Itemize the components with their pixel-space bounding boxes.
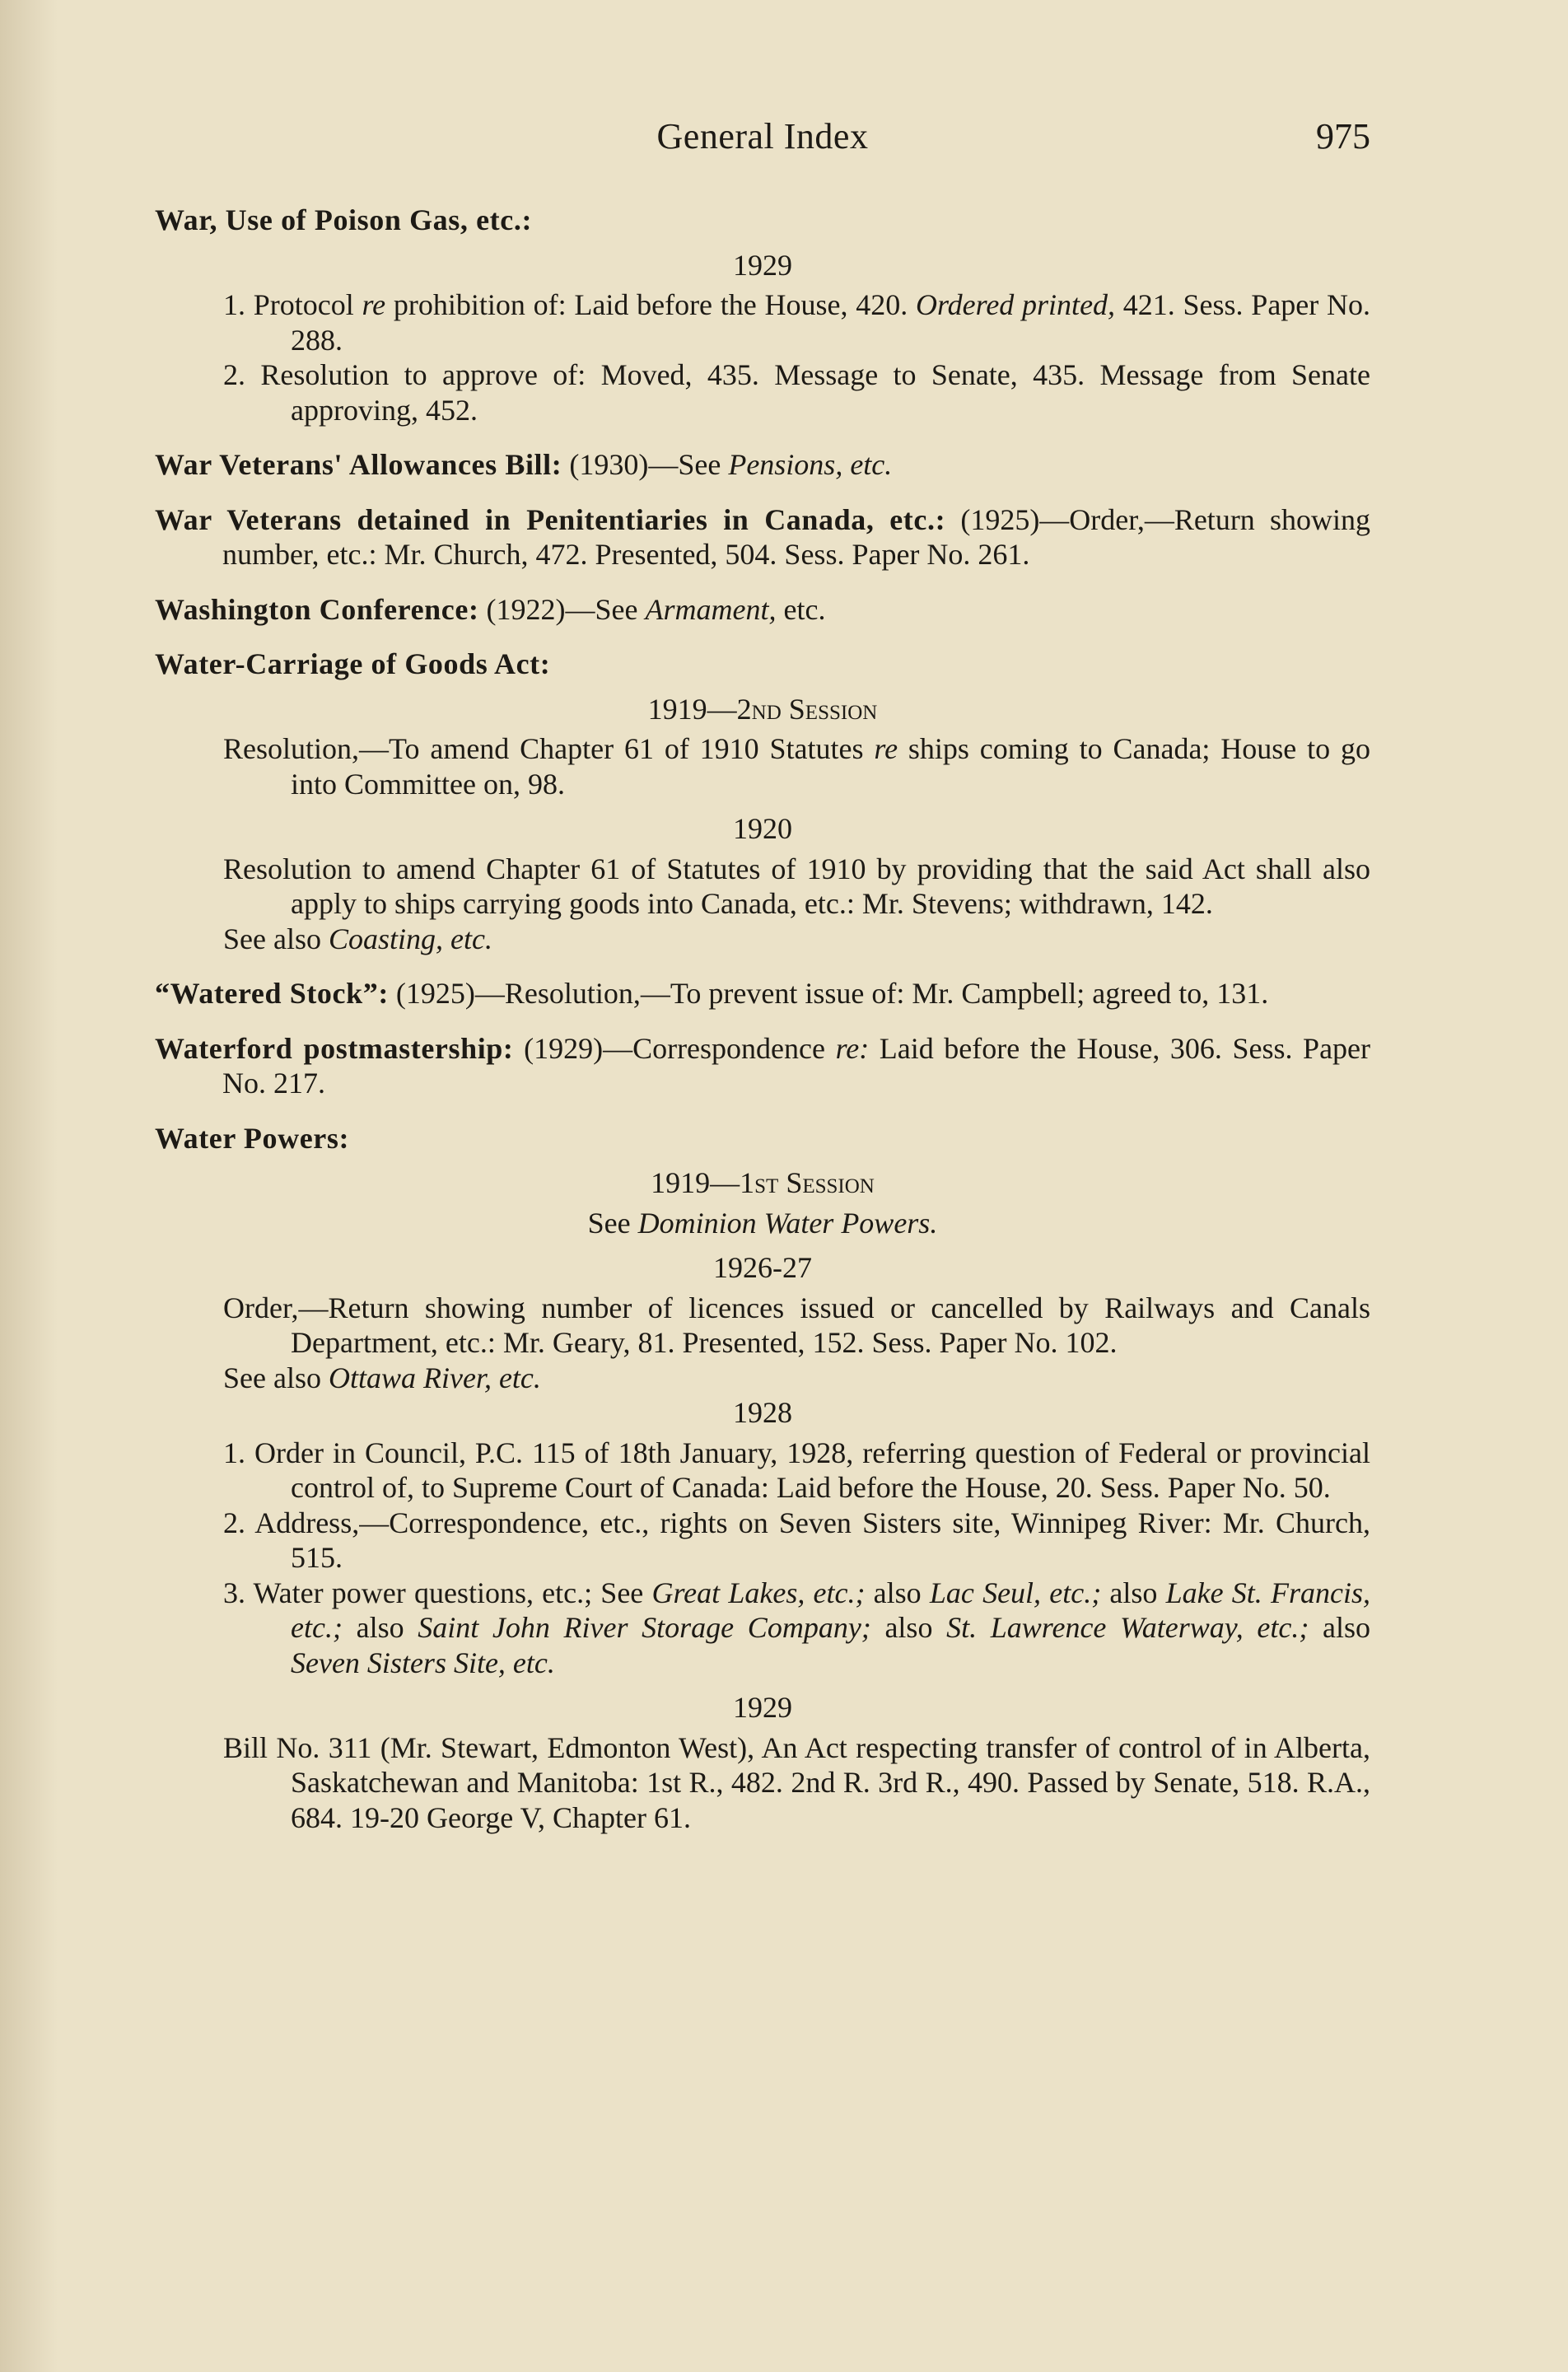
list-item: 2. Resolution to approve of: Moved, 435. Message to Senate, 435. Message from Senate approving, 452. [223,358,1370,427]
year-heading: 1926-27 [713,1251,812,1284]
cross-reference: Pensions, etc. [728,448,893,481]
entry-heading: Waterford postmastership: [155,1031,514,1065]
year-heading: 1929 [733,1691,792,1724]
list-item: Bill No. 311 (Mr. Stewart, Edmonton West), An Act respecting transfer of control of in Alberta, Saskatchewan and Manitoba: 1st R., 482. 2nd R. 3rd R., 490. Passed by Senate, 518. R.A., 684. 19-20 George V, Chapter 61. [223,1730,1370,1834]
see-also: See also Coasting, etc. [223,922,492,955]
entry-watered-stock: “Watered Stock”: (1925)—Resolution,—To prevent issue of: Mr. Campbell; agreed to, 131. [155,977,1269,1010]
year-heading: 1929 [733,248,792,282]
entry-washington-conference: Washington Conference: (1922)—See Armament, etc. [155,592,826,626]
list-item: 2. Address,—Correspondence, etc., rights on Seven Sisters site, Winnipeg River: Mr. Church, 515. [223,1506,1370,1574]
entry-veterans-allowances: War Veterans' Allowances Bill: (1930)—See Pensions, etc. [155,448,893,481]
year-heading: 1919—2nd Session [647,692,878,726]
entry-water-powers [155,1121,1370,1836]
list-item: Resolution to amend Chapter 61 of Statutes of 1910 by providing that the said Act shall also apply to ships carrying goods into Canada, etc.: Mr. Stevens; withdrawn, 142. [223,852,1370,920]
see-also: See also Ottawa River, etc. [223,1361,541,1394]
index-content [155,114,1370,1835]
entry-poison-gas [155,203,1370,427]
list-item: Order,—Return showing number of licences issued or cancelled by Railways and Canals Department, etc.: Mr. Geary, 81. Presented, 152. Sess. Paper No. 102. [223,1291,1370,1359]
running-title: General Index [656,116,869,156]
entry-water-carriage [155,647,1370,956]
cross-reference: Armament, [645,592,777,626]
year-heading: 1920 [733,812,792,845]
entry-heading: Water-Carriage of Goods Act: [155,647,551,680]
entry-heading: “Watered Stock”: [155,977,389,1010]
year-heading: 1919—1st Session [651,1166,875,1199]
list-item: Resolution,—To amend Chapter 61 of 1910 Statutes re ships coming to Canada; House to go into Committee on, 98. [223,732,1370,801]
entry-heading: War, Use of Poison Gas, etc.: [155,203,533,236]
list-item: 1. Order in Council, P.C. 115 of 18th January, 1928, referring question of Federal or provincial control of, to Supreme Court of Canada: Laid before the House, 20. Sess. Paper No. 50. [223,1436,1370,1504]
list-item: 1. Protocol re prohibition of: Laid before the House, 420. Ordered printed, 421. Sess. Paper No. 288. [223,288,1371,357]
entry-heading: War Veterans detained in Penitentiaries in Canada, etc.: [155,502,946,536]
year-heading: 1928 [733,1396,792,1429]
entry-heading: Water Powers: [155,1121,350,1155]
entry-waterford: Waterford postmastership: (1929)—Correspondence re: Laid before the House, 306. Sess. Paper No. 217. [155,1031,1371,1100]
list-item: 3. Water power questions, etc.; See Great Lakes, etc.; also Lac Seul, etc.; also Lake St. Francis, etc.; also Saint John River Storage Company; also St. Lawrence Waterway, etc.; also Seven Sisters Site, etc. [223,1576,1370,1679]
entry-heading: Washington Conference: [155,592,479,626]
cross-reference: See Dominion Water Powers. [587,1206,938,1240]
entry-veterans-detained: War Veterans detained in Penitentiaries in Canada, etc.: (1925)—Order,—Return showing number, etc.: Mr. Church, 472. Presented, 504. Sess. Paper No. 261. [155,502,1370,571]
entry-heading: War Veterans' Allowances Bill: [155,448,562,481]
page-number: 975 [1316,116,1370,156]
